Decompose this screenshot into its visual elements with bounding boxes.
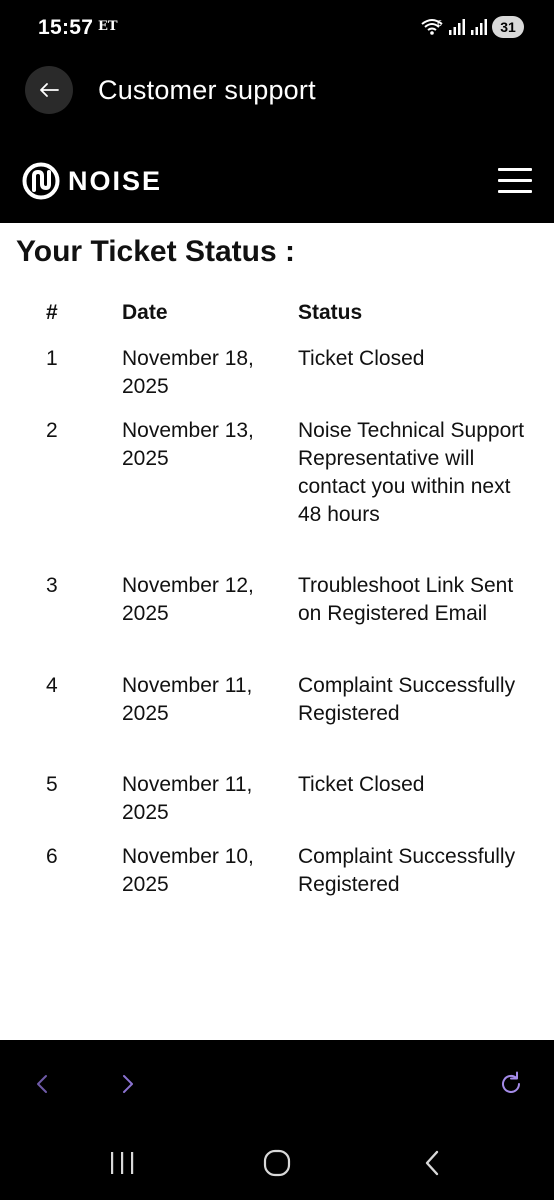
app-title: Customer support	[98, 75, 316, 105]
logo-text[interactable]: NOISE	[68, 166, 163, 196]
ticket-number: 3	[46, 574, 58, 597]
status-time: 15:57	[38, 16, 94, 39]
app-bar	[0, 56, 554, 134]
browser-toolbar	[0, 1040, 554, 1128]
refresh-icon[interactable]	[497, 1070, 525, 1098]
back-button[interactable]	[25, 66, 73, 114]
status-bar	[0, 0, 554, 56]
ticket-date: November 13, 2025	[122, 419, 254, 470]
ticket-status: Complaint Successfully Registered	[298, 674, 516, 725]
site-header	[0, 134, 554, 223]
wifi-icon	[420, 17, 444, 37]
system-navigation-bar	[0, 1128, 554, 1200]
signal-icon	[448, 18, 466, 36]
ticket-number: 6	[46, 845, 58, 868]
header-number: #	[46, 301, 58, 324]
ticket-status: Troubleshoot Link Sent on Registered Email	[298, 574, 514, 625]
ticket-number: 2	[46, 419, 58, 442]
ticket-date: November 18, 2025	[122, 347, 254, 398]
ticket-number: 5	[46, 773, 58, 796]
home-icon[interactable]	[262, 1148, 292, 1178]
ticket-status: Ticket Closed	[298, 347, 425, 370]
ticket-date: November 12, 2025	[122, 574, 254, 625]
ticket-date: November 11, 2025	[122, 674, 253, 725]
back-nav-icon[interactable]	[420, 1149, 444, 1177]
hamburger-menu-icon[interactable]	[498, 168, 532, 194]
status-icons	[420, 14, 530, 42]
ticket-status: Complaint Successfully Registered	[298, 845, 516, 896]
svg-text:6: 6	[437, 19, 443, 28]
header-status: Status	[298, 301, 363, 324]
battery-indicator: 31	[492, 16, 524, 38]
ticket-status: Noise Technical Support Representative will contact you within next 48 hours	[298, 419, 525, 526]
main-content	[0, 223, 554, 1040]
ticket-number: 1	[46, 347, 58, 370]
ticket-date: November 10, 2025	[122, 845, 254, 896]
ticket-status: Ticket Closed	[298, 773, 425, 796]
arrow-left-icon	[37, 78, 61, 102]
ticket-date: November 11, 2025	[122, 773, 253, 824]
header-date: Date	[122, 301, 168, 324]
noise-logo-icon[interactable]	[22, 162, 60, 200]
recent-apps-icon[interactable]	[108, 1150, 136, 1176]
chevron-right-icon[interactable]	[118, 1072, 138, 1096]
chevron-left-icon[interactable]	[32, 1072, 52, 1096]
ticket-number: 4	[46, 674, 58, 697]
page-title: Your Ticket Status :	[16, 235, 295, 268]
signal-icon	[470, 18, 488, 36]
status-carrier: ET	[98, 19, 118, 34]
